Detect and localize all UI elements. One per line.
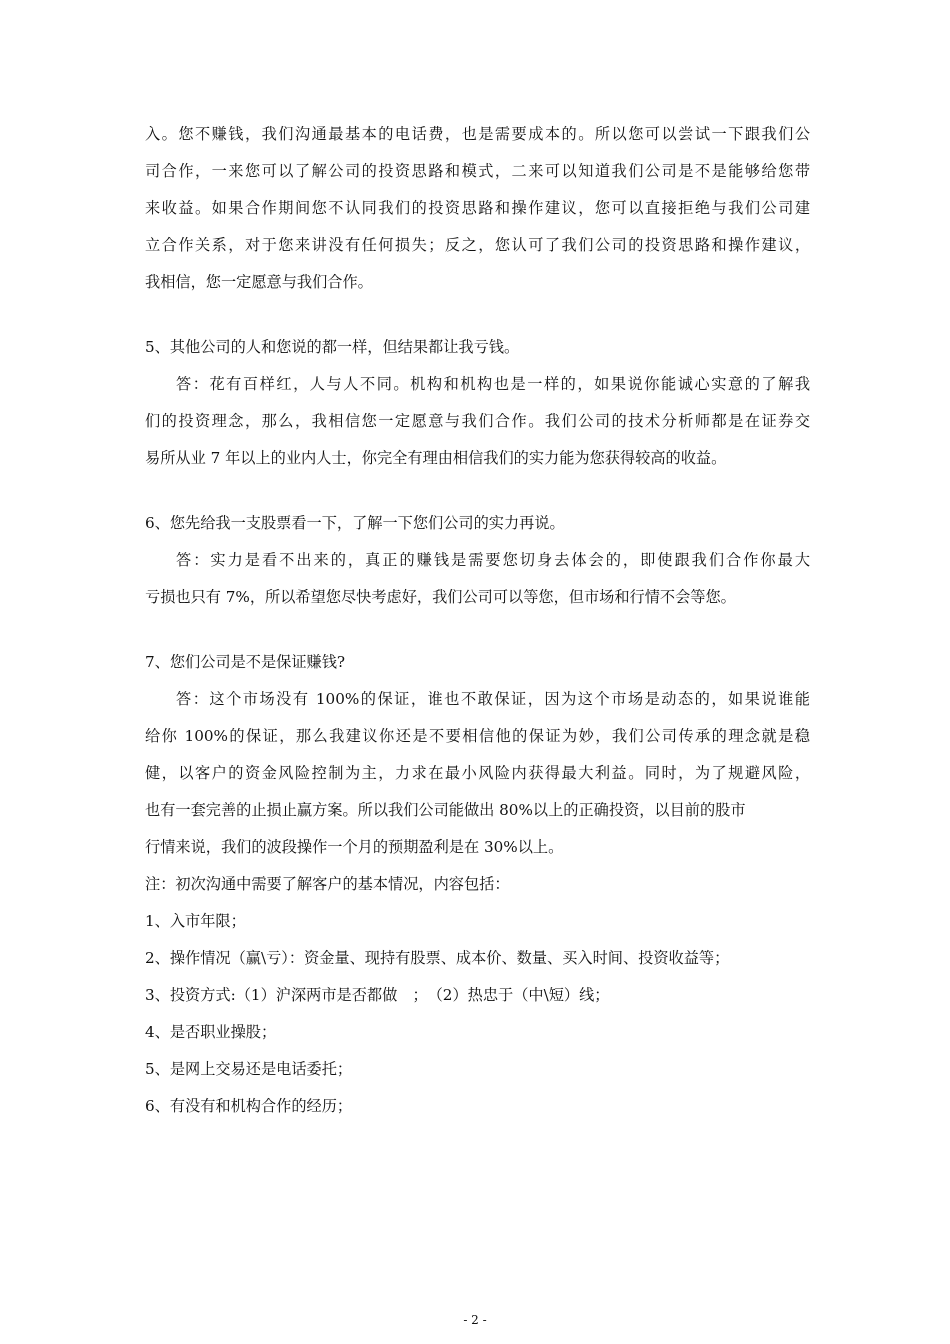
note-list-item: 3、投资方式:（1）沪深两市是否都做 ； （2）热忠于（中\短）线；: [145, 986, 610, 1004]
paragraph-line: 入。您不赚钱，我们沟通最基本的电话费，也是需要成本的。所以您可以尝试一下跟我们公: [145, 125, 810, 143]
answer-line: 也有一套完善的止损止赢方案。所以我们公司能做出 80%以上的正确投资，以目前的股市: [145, 801, 746, 819]
paragraph-line: 我相信，您一定愿意与我们合作。: [145, 273, 373, 291]
answer-line: 答：花有百样红，人与人不同。机构和机构也是一样的，如果说你能诚心实意的了解我: [176, 375, 810, 393]
paragraph-line: 来收益。如果合作期间您不认同我们的投资思路和操作建议，您可以直接拒绝与我们公司建: [145, 199, 810, 217]
note-list-item: 4、是否职业操股；: [145, 1023, 277, 1041]
answer-line: 给你 100%的保证，那么我建议你还是不要相信他的保证为妙，我们公司传承的理念就是稳: [145, 727, 810, 745]
section-gap: [145, 301, 810, 329]
note-section: [145, 866, 810, 1125]
document-body: [145, 116, 810, 1125]
answer-line: 健，以客户的资金风险控制为主，力求在最小风险内获得最大利益。同时，为了规避风险，: [145, 764, 810, 782]
note-list-item: 1、入市年限；: [145, 912, 246, 930]
note-list-item: 2、操作情况（赢\亏）：资金量、现持有股票、成本价、数量、买入时间、投资收益等；: [145, 949, 730, 967]
faq-item-6: [145, 505, 810, 616]
question-5: 5、其他公司的人和您说的都一样，但结果都让我亏钱。: [145, 338, 520, 356]
faq-item-7: [145, 644, 810, 866]
note-list-item: 5、是网上交易还是电话委托；: [145, 1060, 353, 1078]
answer-line: 答：实力是看不出来的，真正的赚钱是需要您切身去体会的，即使跟我们合作你最大: [176, 551, 810, 569]
answer-line: 行情来说，我们的波段操作一个月的预期盈利是在 30%以上。: [145, 838, 564, 856]
note-heading: 注：初次沟通中需要了解客户的基本情况，内容包括：: [145, 875, 510, 893]
faq-item-5: [145, 329, 810, 477]
answer-line: 们的投资理念，那么，我相信您一定愿意与我们合作。我们公司的技术分析师都是在证券交: [145, 412, 810, 430]
section-gap: [145, 616, 810, 644]
page-number: - 2 -: [463, 1313, 487, 1327]
note-list-item: 6、有没有和机构合作的经历；: [145, 1097, 353, 1115]
intro-paragraph: [145, 116, 810, 301]
answer-line: 答：这个市场没有 100%的保证，谁也不敢保证，因为这个市场是动态的，如果说谁能: [176, 690, 810, 708]
answer-line: 亏损也只有 7%，所以希望您尽快考虑好，我们公司可以等您，但市场和行情不会等您。: [145, 588, 736, 606]
paragraph-line: 立合作关系，对于您来讲没有任何损失；反之，您认可了我们公司的投资思路和操作建议，: [145, 236, 810, 254]
answer-line: 易所从业 7 年以上的业内人士，你完全有理由相信我们的实力能为您获得较高的收益。: [145, 449, 727, 467]
paragraph-line: 司合作，一来您可以了解公司的投资思路和模式，二来可以知道我们公司是不是能够给您带: [145, 162, 810, 180]
question-7: 7、您们公司是不是保证赚钱?: [145, 653, 346, 671]
section-gap: [145, 477, 810, 505]
question-6: 6、您先给我一支股票看一下，了解一下您们公司的实力再说。: [145, 514, 565, 532]
